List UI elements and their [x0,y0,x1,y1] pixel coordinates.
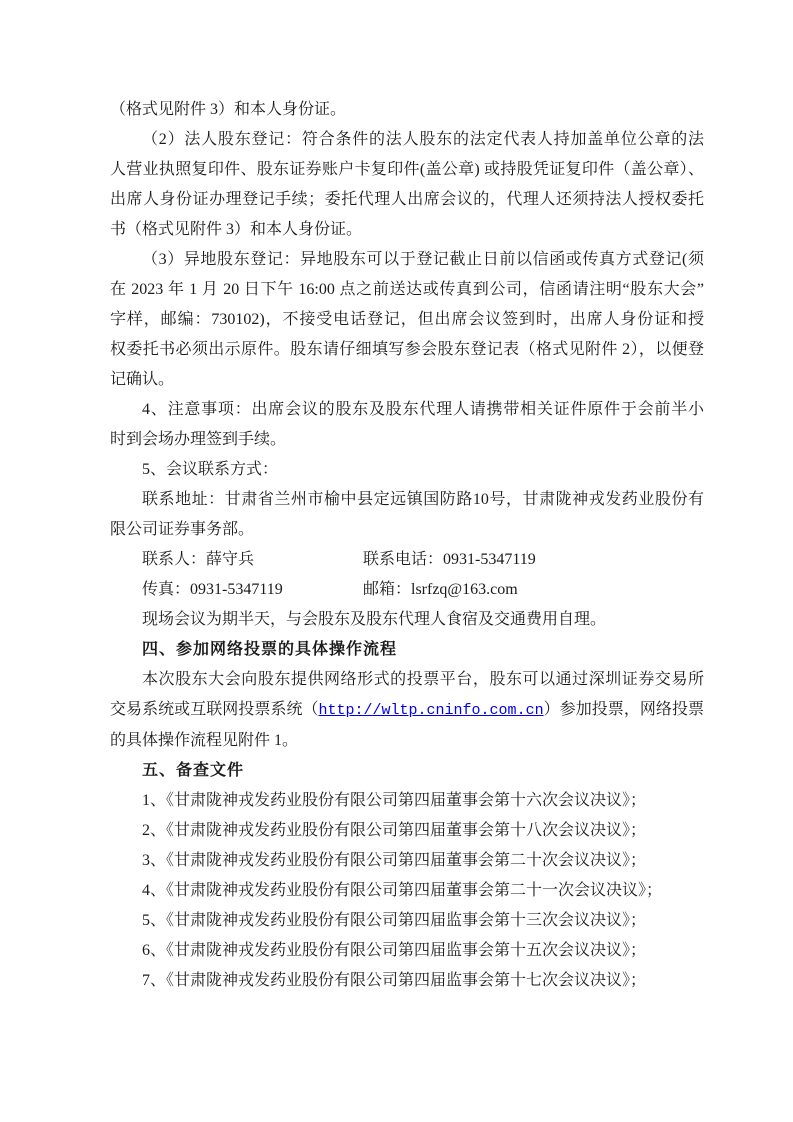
document-list-item: 5、《甘肃陇神戎发药业股份有限公司第四届监事会第十三次会议决议》； [142,912,647,929]
para-remote-shareholder-registration: 权委托书必须出示原件。股东请仔细填写参会股东登记表（格式见附件 2），以便登 [110,341,704,358]
text-segment: 交易系统或互联网投票系统（ [110,701,319,718]
para-remote-shareholder-registration: 记确认。 [110,371,175,388]
para-online-voting: 本次股东大会向股东提供网络形式的投票平台，股东可以通过深圳证券交易所 [142,671,704,688]
para-continuation: （格式见附件 3）和本人身份证。 [110,101,347,118]
document-list-item: 3、《甘肃陇神戎发药业股份有限公司第四届董事会第二十次会议决议》； [142,852,647,869]
text-segment: ）参加投票，网络投票 [543,701,704,718]
para-contact-address: 限公司证券事务部。 [110,521,255,538]
para-notes: 时到会场办理签到手续。 [110,431,287,448]
section-heading-reference-documents: 五、备查文件 [142,762,245,779]
para-legal-person-registration: 出席人身份证办理登记手续；委托代理人出席会议的，代理人还须持法人授权委托 [110,191,704,208]
document-list-item: 4、《甘肃陇神戎发药业股份有限公司第四届董事会第二十一次会议决议》； [142,882,663,899]
para-online-voting: 的具体操作流程见附件 1。 [110,732,299,749]
document-list-item: 7、《甘肃陇神戎发药业股份有限公司第四届监事会第十七次会议决议》； [142,972,647,989]
document-list-item: 1、《甘肃陇神戎发药业股份有限公司第四届董事会第十六次会议决议》； [142,792,647,809]
contact-phone: 联系电话：0931-5347119 [363,551,536,568]
para-remote-shareholder-registration: 在 2023 年 1 月 20 日下午 16:00 点之前送达或传真到公司，信函请注明“股东大会” [110,281,704,298]
document-list-item: 2、《甘肃陇神戎发药业股份有限公司第四届董事会第十八次会议决议》； [142,822,647,839]
para-notes: 4、注意事项：出席会议的股东及股东代理人请携带相关证件原件于会前半小 [142,401,704,418]
para-meeting-duration: 现场会议为期半天，与会股东及股东代理人食宿及交通费用自理。 [142,611,607,628]
contact-row-1 [110,545,704,575]
section-heading-online-voting: 四、参加网络投票的具体操作流程 [142,641,398,658]
para-contact-address: 联系地址：甘肃省兰州市榆中县定远镇国防路10号，甘肃陇神戎发药业股份有 [142,491,704,508]
para-remote-shareholder-registration: 字样，邮编：730102)，不接受电话登记，但出席会议签到时，出席人身份证和授 [110,311,704,328]
contact-person: 联系人：薛守兵 [142,551,255,568]
contact-fax: 传真：0931-5347119 [142,581,283,598]
document-list-item: 6、《甘肃陇神戎发药业股份有限公司第四届监事会第十五次会议决议》； [142,942,647,959]
voting-website-link[interactable]: http://wltp.cninfo.com.cn [318,702,544,719]
para-legal-person-registration: 人营业执照复印件、股东证券账户卡复印件(盖公章) 或持股凭证复印件（盖公章）、 [110,161,704,178]
para-legal-person-registration: （2）法人股东登记：符合条件的法人股东的法定代表人持加盖单位公章的法 [142,131,704,148]
contact-row-2 [110,575,704,605]
para-contact-heading: 5、会议联系方式： [142,461,279,478]
para-online-voting [110,695,704,726]
para-legal-person-registration: 书（格式见附件 3）和本人身份证。 [110,221,363,238]
para-remote-shareholder-registration: （3）异地股东登记：异地股东可以于登记截止日前以信函或传真方式登记(须 [142,251,704,268]
contact-email: 邮箱：lsrfzq@163.com [363,581,518,598]
document-content [110,95,704,996]
